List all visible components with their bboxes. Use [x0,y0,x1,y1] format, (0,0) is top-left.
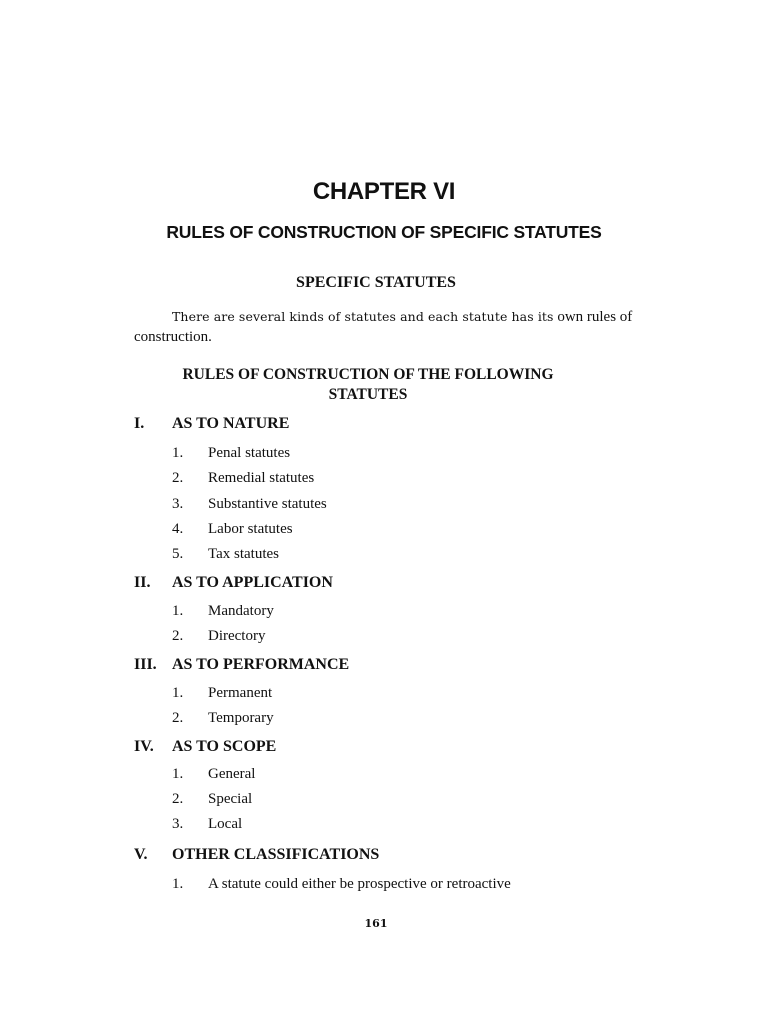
item-text: Mandatory [208,603,274,619]
list-item [172,603,274,620]
category-title: AS TO SCOPE [172,738,277,755]
list-item [172,470,314,487]
item-text: A statute could either be prospective or retroactive [208,876,511,892]
item-number: 1. [172,603,184,619]
item-text: Substantive statutes [208,496,327,512]
category-numeral: IV. [134,738,154,755]
list-item [172,816,242,833]
list-item [172,710,274,727]
list-item [172,521,293,538]
category-title: OTHER CLASSIFICATIONS [172,846,380,863]
list-item [172,496,327,513]
item-number: 4. [172,521,184,537]
item-number: 2. [172,791,184,807]
section-heading: SPECIFIC STATUTES [296,274,456,291]
item-number: 1. [172,445,184,461]
intro-rest: own rules of construction. [134,309,633,345]
list-item [172,791,252,808]
rules-heading-line2: STATUTES [328,386,408,403]
item-number: 1. [172,766,184,782]
item-number: 1. [172,685,184,701]
list-item [172,766,255,783]
item-text: Labor statutes [208,521,293,537]
item-text: General [208,766,256,782]
category-numeral: III. [134,656,157,673]
item-number: 2. [172,470,184,486]
page-number: 161 [364,917,388,930]
item-number: 3. [172,496,184,512]
list-item [172,546,279,563]
item-number: 5. [172,546,184,562]
category-heading-nature [134,415,289,433]
item-text: Special [208,791,253,807]
item-text: Directory [208,628,266,644]
rules-heading [0,365,736,405]
list-item [172,685,272,702]
intro-lead: There are several kinds of statutes and each statute has its [172,309,554,324]
category-title: AS TO PERFORMANCE [172,656,350,673]
category-title: AS TO APPLICATION [172,574,333,591]
item-text: Local [208,816,243,832]
item-number: 3. [172,816,184,832]
item-number: 2. [172,710,184,726]
list-item [172,628,265,645]
category-heading-other [134,846,379,864]
item-text: Permanent [208,685,273,701]
chapter-subtitle: RULES OF CONSTRUCTION OF SPECIFIC STATUTES [166,222,602,242]
category-title: AS TO NATURE [172,415,290,432]
item-text: Remedial statutes [208,470,315,486]
rules-heading-line1: RULES OF CONSTRUCTION OF THE FOLLOWING [182,366,554,383]
list-item [172,876,511,893]
category-numeral: I. [134,415,145,432]
chapter-title: CHAPTER VI [312,178,456,205]
item-text: Penal statutes [208,445,291,461]
category-numeral: II. [134,574,151,591]
item-text: Temporary [208,710,274,726]
category-numeral: V. [134,846,148,863]
intro-paragraph [134,307,634,347]
item-number: 2. [172,628,184,644]
category-heading-scope [134,738,276,756]
list-item [172,445,290,462]
item-number: 1. [172,876,184,892]
item-text: Tax statutes [208,546,280,562]
category-heading-application [134,574,333,592]
category-heading-performance [134,656,349,674]
